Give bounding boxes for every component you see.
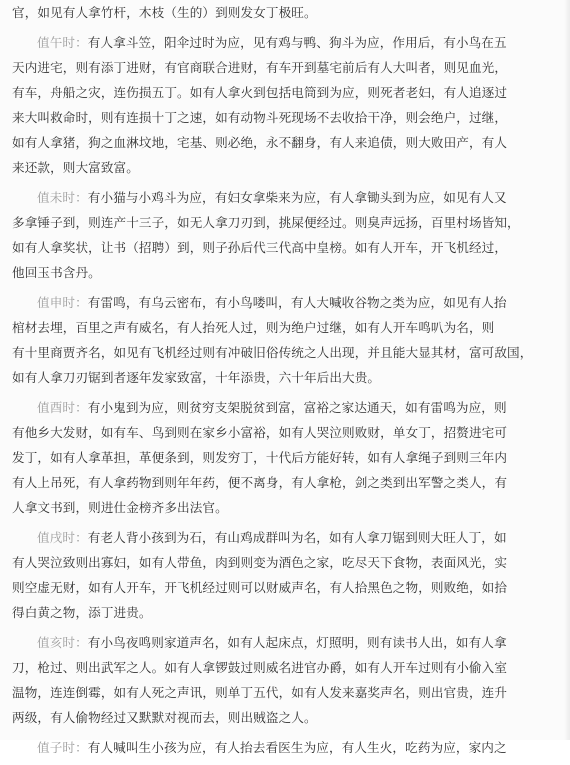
- section-label: 值亥时：: [37, 635, 88, 650]
- text-line: 发丁，如有人拿革担，革便条到，则发穷丁，十代后方能好转，如有人拿绳子到则三年内: [12, 450, 508, 465]
- section-label: 值午时：: [37, 35, 88, 50]
- paragraph-wu-hour: [12, 30, 562, 180]
- text-line-first: [12, 290, 562, 315]
- text-line: 天内进宅，则有添丁进财，有官商联合进财，有车开到墓宅前后有人大叫者，则见血光，: [12, 60, 508, 75]
- text-run: 有小猫与小鸡斗为应，有妇女拿柴来为应，有人拿锄头到为应，如见有人又: [87, 190, 507, 205]
- section-label: 值酉时：: [37, 400, 88, 415]
- text-run: 有小鸟夜鸣则家道声名，如有人起床点，灯照明，则有读书人出，如有人拿: [87, 635, 507, 650]
- text-line: 多拿锤子到，则连产十三子，如无人拿刀刃到，挑屎便经过。则臭声远扬，百里村场皆知，: [12, 215, 520, 230]
- text-line-first: [12, 735, 562, 760]
- text-line: 则空虚无财，如有人开车，开飞机经过则可以财威声名，有人拾黑色之物，则败绝，如拾: [12, 580, 508, 595]
- section-label: 值未时：: [37, 190, 88, 205]
- paragraph-shen-hour: [12, 290, 562, 390]
- paragraph-wei-hour: [12, 185, 562, 285]
- text-line: 人拿文书到，则进仕金榜齐多出法官。: [12, 500, 228, 515]
- document-text: [12, 0, 562, 765]
- text-run: 有雷鸣，有乌云密布，有小鸟喽叫，有人大喊收谷物之类为应，如见有人抬: [87, 295, 507, 310]
- text-line: 官，如见有人拿竹杆，木枝（生的）到则发女丁极旺。: [12, 5, 317, 20]
- text-run: 有人喊叫生小孩为应，有人抬去看医生为应，有人生火，吃药为应，家内之: [87, 740, 507, 755]
- page-edge-shadow: [564, 0, 570, 740]
- text-line: 来还款，则大富致富。: [12, 160, 139, 175]
- paragraph-xu-hour: [12, 525, 562, 625]
- text-line: 来大叫救命时，则有连损十丁之速，如有动物斗死现场不去收拾干净，则会绝户，过继，: [12, 110, 508, 125]
- text-line-first: [12, 30, 562, 55]
- text-run: 有人拿斗笠，阳伞过时为应，见有鸡与鸭、狗斗为应，作用后，有小鸟在五: [87, 35, 507, 50]
- paragraph-you-hour: [12, 395, 562, 520]
- text-line: 有车，舟船之灾，连伤损五丁。如有人拿火到包括电筒到为应，则死者老妇，有人追逐过: [12, 85, 508, 100]
- section-label: 值戌时：: [37, 530, 88, 545]
- text-line: 有十里商贾齐名，如见有飞机经过则有冲破旧俗传统之人出现，并且能大显其材，富可敌国，: [12, 345, 533, 360]
- text-line: 温物，连连倒霉，如有人死之声讯，则单丁五代，如有人发来嘉奖声名，则出官贵，连升: [12, 685, 508, 700]
- text-line: 如有人拿奖状，让书（招聘）到，则子孙后代三代高中皇榜。如有人开车，开飞机经过，: [12, 240, 508, 255]
- text-line-first: [12, 395, 562, 420]
- text-line: 棺材去埋，百里之声有威名，有人抬死人过，则为绝户过继，如有人开车鸣叭为名，则: [12, 320, 495, 335]
- paragraph-hai-hour: [12, 630, 562, 730]
- text-line-first: [12, 185, 562, 210]
- paragraph-continuation: [12, 0, 562, 25]
- text-line: 如有人拿刀刃锯到者逐年发家致富，十年添贵，六十年后出大贵。: [12, 370, 381, 385]
- section-label: 值申时：: [37, 295, 88, 310]
- text-line: 刀，枪过、则出武军之人。如有人拿锣鼓过则威名进官办爵，如有人开车过则有小偷入室: [12, 660, 508, 675]
- paragraph-zi-hour: [12, 735, 562, 760]
- text-line: 如有人拿猪，狗之血淋坟地，宅基、则必绝，永不翻身，有人来追债，则大败田产，有人: [12, 135, 508, 150]
- text-line: 两级，有人偷物经过又默默对视而去，则出贼盗之人。: [12, 710, 317, 725]
- section-label: 值子时：: [37, 740, 88, 755]
- text-run: 有小鬼到为应，则贫穷支架脱贫到富，富裕之家达通天，如有雷鸣为应，则: [87, 400, 507, 415]
- text-line-first: [12, 630, 562, 655]
- text-line-first: [12, 525, 562, 550]
- text-run: 有老人背小孩到为石，有山鸡成群叫为名，如有人拿刀锯到则大旺人丁，如: [87, 530, 507, 545]
- text-line: 得白黄之物，添丁进贵。: [12, 605, 152, 620]
- text-line: 有人上吊死，有人拿药物到则年年药，便不离身，有人拿枪，剑之类到出军警之类人，有: [12, 475, 508, 490]
- text-line: 有他乡大发财，如有车、鸟到则在家乡小富裕，如有人哭泣则败财，单女丁，招赘进宅可: [12, 425, 508, 440]
- text-line: 他回玉书含丹。: [12, 265, 101, 280]
- text-line: 有人哭泣致则出寡妇，如有人带鱼，肉到则变为酒色之家，吃尽天下食物，表面风光，实: [12, 555, 508, 570]
